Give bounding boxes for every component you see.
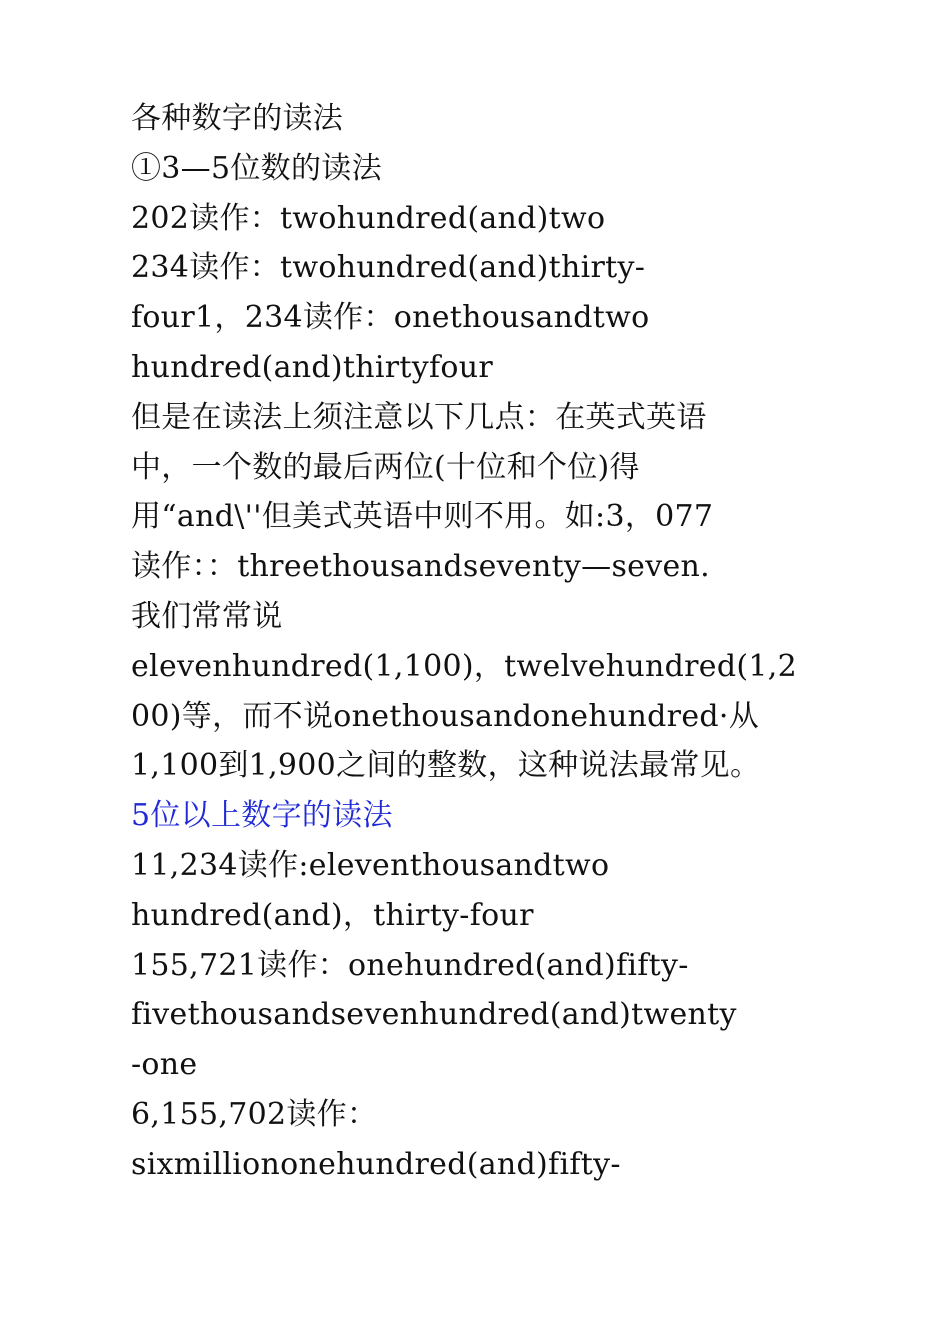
doc-line: hundred(and)，thirty-four [131,897,534,933]
doc-line: 1,100到1,900之间的整数，这种说法最常见。 [131,748,761,784]
doc-heading-3-5-digits: ①3—5位数的读法 [131,150,382,186]
doc-line: sixmilliononehundred(and)fifty- [131,1146,621,1182]
doc-line: 202读作：twohundred(and)two [131,200,606,236]
doc-line: 用“and\''但美式英语中则不用。如:3，077 [131,499,714,535]
doc-line: 11,234读作:eleventhousandtwo [131,847,610,883]
doc-line: 6,155,702读作： [131,1096,378,1132]
doc-line: 234读作：twohundred(and)thirty- [131,250,646,286]
doc-line: 但是在读法上须注意以下几点：在英式英语 [131,399,707,435]
doc-line: 00)等，而不说onethousandonehundred·从 [131,698,760,734]
doc-line: fivethousandsevenhundred(and)twenty [131,997,737,1033]
document-body [131,94,891,1190]
doc-line: four1，234读作：onethousandtwo [131,300,650,336]
doc-line: 中，一个数的最后两位(十位和个位)得 [131,449,640,485]
doc-heading-5-plus-digits: 5位以上数字的读法 [131,798,393,834]
doc-title: 各种数字的读法 [131,101,344,136]
doc-line: elevenhundred(1,100)，twelvehundred(1,2 [131,648,797,684]
doc-line: 读作：：threethousandseventy—seven. [131,549,710,585]
doc-line: 我们常常说 [131,598,283,634]
doc-line: 155,721读作：onehundred(and)fifty- [131,947,689,983]
doc-line: -one [131,1047,198,1083]
doc-line: hundred(and)thirtyfour [131,349,494,385]
